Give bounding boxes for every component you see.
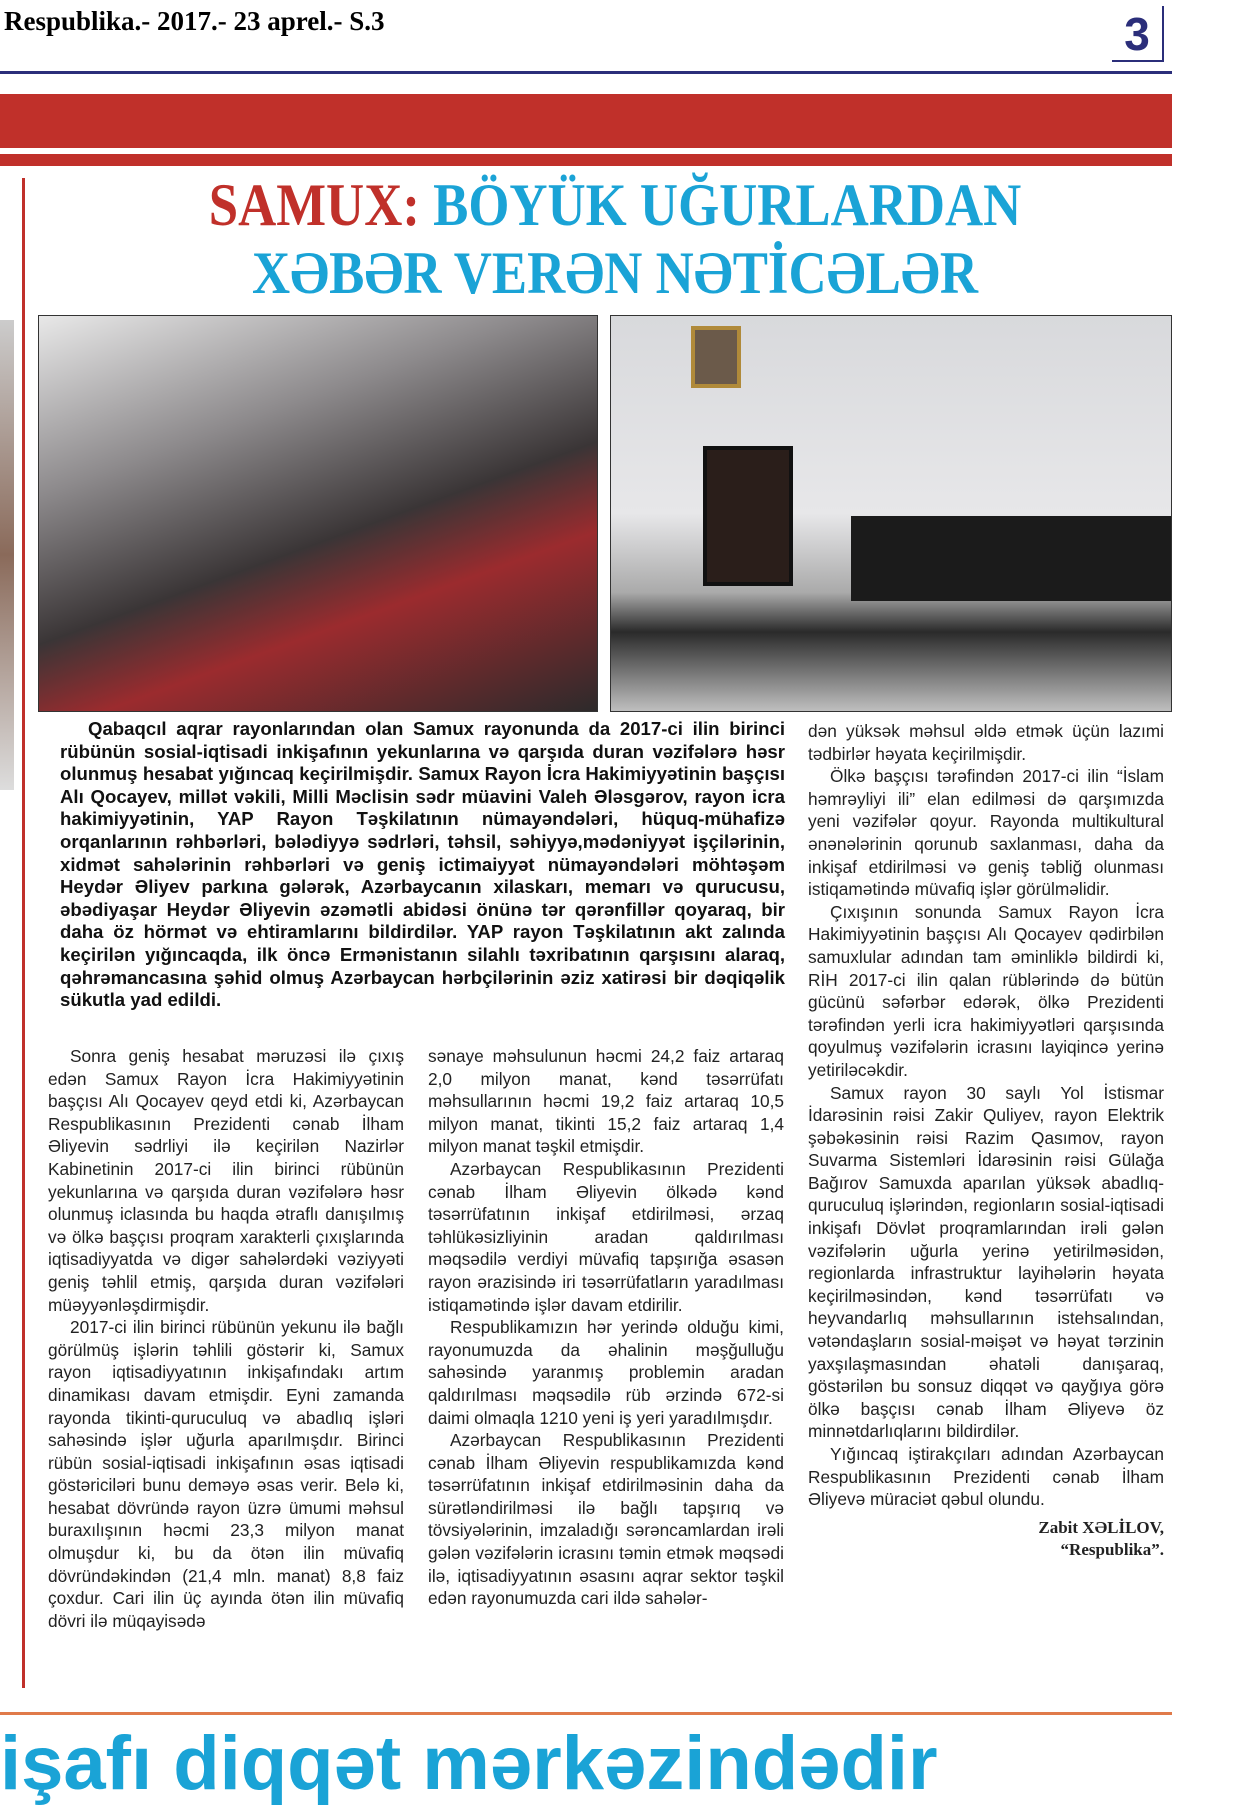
byline-author: Zabit XƏLİLOV, (1038, 1517, 1164, 1537)
paragraph: 2017-ci ilin birinci rübünün yekunu ilə bağlı görülmüş işlərin təhlili göstərir ki, Samux rayon iqtisadiyyatının inkişafındakı artım dinamikası davam etmişdir. Eyni zamanda rayonda tikinti-quruculuq və abadlıq işləri sahəsində işlər uğurla aparılmışdır. Birinci rübün sosial-iqtisadi inkişafının əsas iqtisadi göstəriciləri bunu deməyə əsas verir. Belə ki, hesabat dövründə rayon üzrə ümumi məhsul buraxılışının həcmi 23,3 milyon manat olmuşdur ki, bu da ötən ilin müvafiq dövründəkindən (21,4 mln. manat) 8,8 faiz çoxdur. Cari ilin üç ayında ötən ilin müvafiq dövri ilə müqayisədə (48, 1317, 404, 1631)
paragraph: Azərbaycan Respublikasının Prezidenti cənab İlham Əliyevin respublikamızda kənd təsərrüfatının inkişaf etdirilməsinin daha da sürətləndirilməsi ilə bağlı tapşırıq və tövsiyələrinin, imzaladığı sərəncamlardan irəli gələn vəzifələrin icrasını təmin etmək məqsədi ilə, iqtisadiyyatının əsasını aqrar sektor təşkil edən rayonumuzda cari ildə sahələr- (428, 1430, 784, 1609)
photo-audience (38, 315, 598, 712)
photo-presidium (610, 315, 1172, 712)
headline-text-1: BÖYÜK UĞURLARDAN (433, 172, 1022, 238)
adjacent-photo-edge (0, 320, 14, 790)
next-article-headline: işafı diqqət mərkəzindədir (0, 1721, 938, 1806)
door (703, 446, 793, 586)
red-stripe (0, 154, 1172, 166)
column-1 (48, 1045, 404, 1632)
column-rule (22, 178, 25, 1688)
portrait-frame (691, 326, 741, 388)
paragraph: dən yüksək məhsul əldə etmək üçün lazımi tədbirlər həyata keçirilmişdir. (808, 721, 1164, 764)
headline-line-1 (127, 172, 1104, 238)
paragraph: Samux rayon 30 saylı Yol İstismar İdarəsinin rəisi Zakir Quliyev, rayon Elektrik şəbəkəsinin rəisi Razim Qasımov, rayon Suvarma Sistemləri İdarəsinin rəisi Gülağa Bağırov Samuxda aparılan yüksək abadlıq-quruculuq işlərindən, regionların sosial-iqtisadi inkişafı Dövlət proqramlarından irəli gələn vəzifələrin uğurla yerinə yetirilməsidən, regionlarda infrastruktur layihələrin həyata keçirilməsindən, kənd təsərrüfatı və heyvandarlıq məhsullarının istehsalından, vətəndaşların sosial-məişət və həyat tərzinin yaxşılaşmasından əhatəli danışaraq, göstərilən bu sonsuz diqqət və qayğıya görə ölkə başçısı cənab İlham Əliyevə öz minnətdarlıqlarını bildirdilər. (808, 1082, 1164, 1442)
column-2 (428, 1045, 784, 1610)
lead-paragraph: Qabaqcıl aqrar rayonlarından olan Samux rayonunda da 2017-ci ilin birinci rübünün sosial-iqtisadi inkişafının yekunlarına və qarşıda duran vəzifələrə həsr olunmuş hesabat yığıncaq keçirilmişdir. Samux Rayon İcra Hakimiyyətinin başçısı Alı Qocayev, millət vəkili, Milli Məclisin sədr müavini Valeh Ələsgərov, rayon icra hakimiyyətinin, YAP Rayon Təşkilatının nümayəndələri, hüquq-mühafizə orqanlarının rəhbərləri, bələdiyyə sədrləri, təhsil, səhiyyə,mədəniyyət işçilərinin, xidmət sahələrinin rəhbərləri və geniş ictimaiyyət nümayəndələri möhtəşəm Heydər Əliyev parkına gələrək, Azərbaycanın xilaskarı, memarı və qurucusu, əbədiyaşar Heydər Əliyevin əzəmətli abidəsi önünə tər qərənfillər qoyaraq, bir daha öz hörmət və ehtiramlarını bildirdilər. YAP rayon Təşkilatının akt zalında keçirilən yığıncaqda, ilk öncə Ermənistanın silahlı təxribatının qarşısını alaraq, qəhrəmancasına şəhid olmuş Azərbaycan hərbçilərinin əziz xatirəsi bir dəqiqəlik sükutla yad edildi. (60, 718, 785, 1011)
paragraph: Respublikamızın hər yerində olduğu kimi, rayonumuzda da əhalinin məşğulluğu sahəsində yaranmış problemin aradan qaldırılması məqsədilə rüb ərzində 672-si daimi olmaqla 1210 yeni iş yeri yaradılmışdır. (428, 1317, 784, 1428)
paragraph: Azərbaycan Respublikasının Prezidenti cənab İlham Əliyevin ölkədə kənd təsərrüfatının inkişaf etdirilməsi, ərzaq təhlükəsizliyinin aradan qaldırılması məqsədilə verdiyi müvafiq tapşırığa əsasən rayon ərazisində iri təsərrüfatların yaradılması istiqamətində işlər davam etdirilir. (428, 1158, 784, 1315)
red-banner (0, 94, 1172, 148)
paragraph: Çıxışının sonunda Samux Rayon İcra Hakimiyyətinin başçısı Alı Qocayev qədirbilən samuxlular adından tam əminliklə bildirdi ki, RİH 2017-ci ilin qalan rüblərində də bütün gücünü səfərbər edərək, ölkə Prezidenti tərəfindən yerli icra hakimiyyətləri qarşısında qoyulmuş vəzifələrin icrasını layiqincə yerinə yetiriləcəkdir. (808, 901, 1164, 1080)
paragraph: sənaye məhsulunun həcmi 24,2 faiz artaraq 2,0 milyon manat, kənd təsərrüfatı məhsullarının həcmi 19,2 faiz artaraq 10,5 milyon manat, tikinti 15,2 faiz artaraq 1,4 milyon manat təşkil etmişdir. (428, 1046, 784, 1157)
column-3 (808, 720, 1164, 1561)
source-citation: Respublika.- 2017.- 23 aprel.- S.3 (4, 6, 385, 36)
paragraph: Sonra geniş hesabat məruzəsi ilə çıxış edən Samux Rayon İcra Hakimiyyətinin başçısı Alı Qocayev qeyd etdi ki, Azərbaycan Respublikasının Prezidenti cənab İlham Əliyevin sədrliyi ilə keçirilən Nazirlər Kabinetinin 2017-ci ilin birinci rübünün yekunlarına və qarşıda duran vəzifələrə həsr olunmuş iclasında bu haqda ətraflı danışılmış və ölkə başçısı proqram xarakterli çıxışlarında iqtisadiyyatda və digər sahələrdəki vəziyyəti geniş təhlil etmiş, qarşıda duran vəzifələri müəyyənləşdirmişdir. (48, 1046, 404, 1315)
page-number: 3 (1112, 6, 1164, 62)
presidium-table (851, 516, 1171, 601)
headline-line-2: XƏBƏR VERƏN NƏTİCƏLƏR (252, 240, 978, 306)
header-divider (0, 71, 1172, 74)
byline-outlet: “Respublika”. (1060, 1539, 1164, 1559)
paragraph: Yığıncaq iştirakçıları adından Azərbaycan Respublikasının Prezidenti cənab İlham Əliyevə müraciət qəbul olundu. (808, 1444, 1164, 1510)
paragraph: Ölkə başçısı tərəfindən 2017-ci ilin “İslam həmrəyliyi ili” elan edilməsi də qarşımızda yeni vəzifələr qoyur. Rayonda multikultural ənənələrinin qorunub saxlanması, daha da inkişaf etdirilməsi və geniş təbliğ olunması istiqamətində müvafiq işlər görülməlidir. (808, 766, 1164, 900)
footer-divider (0, 1712, 1172, 1715)
headline-prefix: SAMUX: (208, 172, 420, 238)
byline (808, 1517, 1164, 1561)
